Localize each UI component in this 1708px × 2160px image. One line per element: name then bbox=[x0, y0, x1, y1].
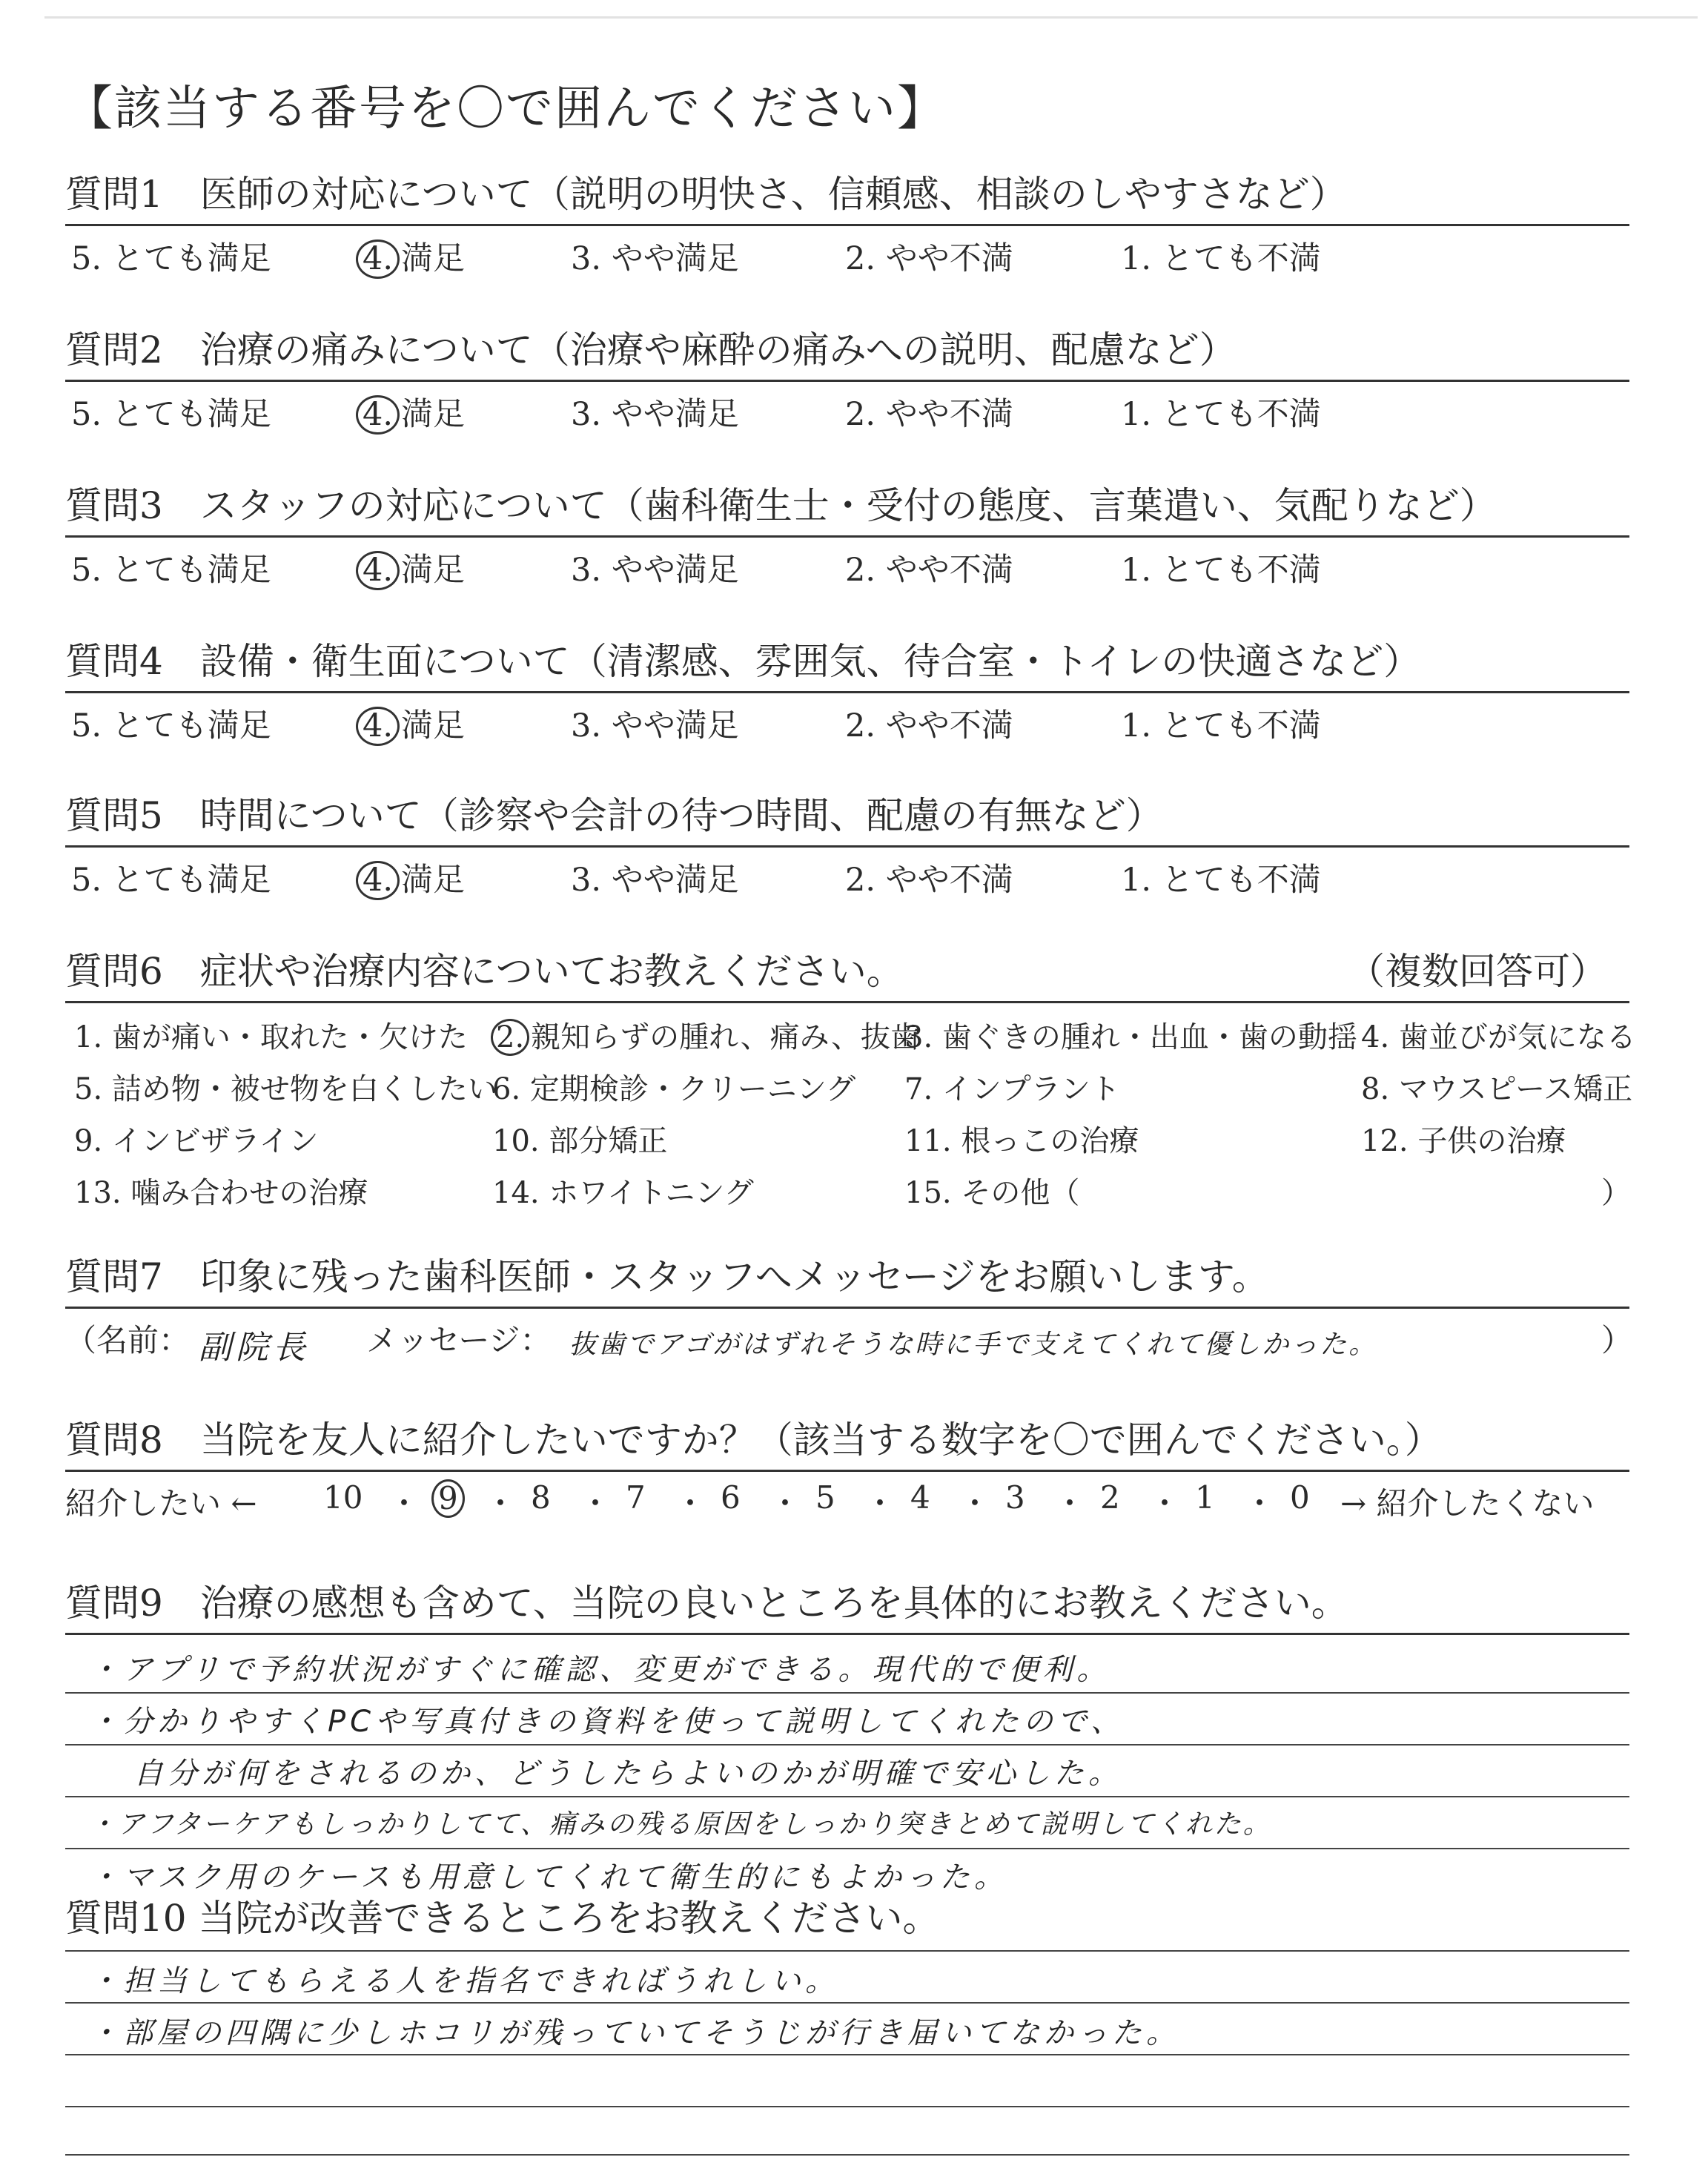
q6-option-15-close: ） bbox=[1601, 1176, 1631, 1210]
scale-9-selected[interactable]: 9 bbox=[431, 1479, 465, 1518]
scale-left-label: 紹介したい ← bbox=[65, 1485, 257, 1522]
option-4-selected[interactable] bbox=[356, 855, 465, 900]
q6-option-2-label: 親知らずの腫れ、痛み、抜歯 bbox=[531, 1020, 920, 1054]
scale-8[interactable]: 8 bbox=[531, 1479, 551, 1516]
scale-5[interactable]: 5 bbox=[815, 1479, 835, 1516]
answer-rule bbox=[65, 2154, 1629, 2156]
option-5[interactable]: 5. とても満足 bbox=[71, 240, 271, 277]
option-1[interactable]: 1. とても不満 bbox=[1121, 552, 1321, 589]
q6-option-11[interactable]: 11. 根っこの治療 bbox=[904, 1124, 1139, 1158]
option-1[interactable]: 1. とても不満 bbox=[1121, 396, 1321, 433]
question-6-title: 質問6 症状や治療内容についてお教えください。 bbox=[65, 950, 904, 993]
question-9-title: 質問9 治療の感想も含めて、当院の良いところを具体的にお教えください。 bbox=[65, 1582, 1348, 1625]
scale-right-label: → 紹介したくない bbox=[1340, 1485, 1595, 1522]
option-4-selected[interactable] bbox=[356, 701, 465, 746]
answer-rule bbox=[65, 1950, 1629, 1952]
option-2[interactable]: 2. やや不満 bbox=[845, 552, 1013, 589]
question-6-title-row bbox=[65, 948, 1629, 995]
option-4-label: 満足 bbox=[401, 862, 466, 899]
q6-option-10[interactable]: 10. 部分矯正 bbox=[492, 1124, 668, 1158]
q6-option-13[interactable]: 13. 噛み合わせの治療 bbox=[74, 1176, 368, 1210]
option-3[interactable]: 3. やや満足 bbox=[571, 707, 739, 744]
question-9 bbox=[65, 1579, 1629, 1635]
q6-option-7[interactable]: 7. インプラント bbox=[904, 1072, 1120, 1106]
q6-option-3[interactable]: 3. 歯ぐきの腫れ・出血・歯の動揺 bbox=[904, 1020, 1357, 1054]
divider bbox=[65, 380, 1629, 382]
answer-rule bbox=[65, 2106, 1629, 2107]
scale-10[interactable]: 10 bbox=[323, 1479, 363, 1516]
separator-dot: ・ bbox=[1054, 1485, 1086, 1522]
option-2[interactable]: 2. やや不満 bbox=[845, 862, 1013, 899]
q6-option-5[interactable]: 5. 詰め物・被せ物を白くしたい bbox=[74, 1072, 497, 1106]
close-paren: ） bbox=[1601, 1322, 1633, 1358]
question-8-title: 質問8 当院を友人に紹介したいですか？（該当する数字を〇で囲んでください。） bbox=[65, 1418, 1442, 1462]
question-5-title: 質問5 時間について（診察や会計の待つ時間、配慮の有無など） bbox=[65, 794, 1163, 837]
recommend-scale bbox=[65, 1479, 1629, 1524]
option-4-label: 満足 bbox=[401, 707, 466, 744]
q6-option-12[interactable]: 12. 子供の治療 bbox=[1361, 1124, 1566, 1158]
question-1 bbox=[65, 171, 1629, 278]
message-value[interactable]: 抜歯でアゴがはずれそうな時に手で支えてくれて優しかった。 bbox=[569, 1330, 1378, 1360]
selection-circle: 4. bbox=[356, 861, 400, 900]
top-edge-line bbox=[44, 16, 1698, 19]
question-2-options bbox=[65, 389, 1629, 434]
option-1[interactable]: 1. とても不満 bbox=[1121, 707, 1321, 744]
question-10 bbox=[65, 1895, 1629, 1942]
separator-dot: ・ bbox=[388, 1485, 420, 1522]
question-3-title: 質問3 スタッフの対応について（歯科衛生士・受付の態度、言葉遣い、気配りなど） bbox=[65, 484, 1497, 527]
question-4-title: 質問4 設備・衛生面について（清潔感、雰囲気、待合室・トイレの快適さなど） bbox=[65, 640, 1421, 683]
question-6 bbox=[65, 948, 1636, 1236]
option-2[interactable]: 2. やや不満 bbox=[845, 707, 1013, 744]
question-1-title: 質問1 医師の対応について（説明の明快さ、信頼感、相談のしやすさなど） bbox=[65, 173, 1347, 216]
divider bbox=[65, 1307, 1629, 1309]
option-1[interactable]: 1. とても不満 bbox=[1121, 862, 1321, 899]
question-4 bbox=[65, 638, 1629, 745]
answer-rule bbox=[65, 2054, 1629, 2055]
message-label: メッセージ： bbox=[366, 1322, 552, 1358]
answer-rule bbox=[65, 1796, 1629, 1797]
divider bbox=[65, 1001, 1629, 1003]
multiple-answer-note: （複数回答可） bbox=[1348, 950, 1607, 993]
question-3 bbox=[65, 482, 1629, 589]
separator-dot: ・ bbox=[959, 1485, 991, 1522]
scale-4[interactable]: 4 bbox=[910, 1479, 930, 1516]
question-8 bbox=[65, 1416, 1629, 1524]
option-2[interactable]: 2. やや不満 bbox=[845, 240, 1013, 277]
separator-dot: ・ bbox=[675, 1485, 706, 1522]
question-3-options bbox=[65, 545, 1629, 589]
question-7-title: 質問7 印象に残った歯科医師・スタッフへメッセージをお願いします。 bbox=[65, 1255, 1269, 1298]
question-1-options bbox=[65, 234, 1629, 278]
option-1[interactable]: 1. とても不満 bbox=[1121, 240, 1321, 277]
selection-circle: 4. bbox=[356, 707, 400, 746]
name-value[interactable]: 副院長 bbox=[199, 1329, 310, 1367]
divider bbox=[65, 224, 1629, 226]
scale-3[interactable]: 3 bbox=[1005, 1479, 1025, 1516]
answer-rule bbox=[65, 2002, 1629, 2004]
answer-rule bbox=[65, 1692, 1629, 1694]
answer-rule bbox=[65, 1848, 1629, 1849]
q9-answer-line-5[interactable]: ・マスク用のケースも用意してくれて衛生的にもよかった。 bbox=[89, 1860, 1008, 1895]
question-7-answer-row bbox=[65, 1316, 1633, 1368]
separator-dot: ・ bbox=[485, 1485, 517, 1522]
q6-option-8[interactable]: 8. マウスピース矯正 bbox=[1361, 1072, 1633, 1106]
option-4-selected[interactable] bbox=[356, 545, 465, 590]
question-5-options bbox=[65, 855, 1629, 899]
question-4-options bbox=[65, 701, 1629, 745]
q6-option-15[interactable]: 15. その他（ bbox=[904, 1176, 1080, 1210]
option-4-selected[interactable] bbox=[356, 234, 465, 279]
selection-circle: 4. bbox=[356, 240, 400, 279]
option-4-label: 満足 bbox=[401, 552, 466, 589]
scale-2[interactable]: 2 bbox=[1100, 1479, 1120, 1516]
q9-answer-line-3[interactable]: 自分が何をされるのか、どうしたらよいのかが明確で安心した。 bbox=[133, 1757, 1122, 1791]
question-2-title: 質問2 治療の痛みについて（治療や麻酔の痛みへの説明、配慮など） bbox=[65, 328, 1237, 371]
question-6-options bbox=[65, 1014, 1636, 1236]
question-2 bbox=[65, 326, 1629, 434]
separator-dot: ・ bbox=[1244, 1485, 1276, 1522]
option-4-label: 満足 bbox=[401, 396, 466, 433]
q6-option-6[interactable]: 6. 定期検診・クリーニング bbox=[492, 1072, 856, 1106]
q6-option-14[interactable]: 14. ホワイトニング bbox=[492, 1176, 754, 1210]
answer-rule bbox=[65, 1744, 1629, 1745]
option-5[interactable]: 5. とても満足 bbox=[71, 396, 271, 433]
option-3[interactable]: 3. やや満足 bbox=[571, 862, 739, 899]
question-7 bbox=[65, 1253, 1633, 1368]
option-3[interactable]: 3. やや満足 bbox=[571, 396, 739, 433]
name-label: （名前： bbox=[65, 1322, 191, 1358]
q10-answer-line-2[interactable]: ・部屋の四隅に少しホコリが残っていてそうじが行き届いてなかった。 bbox=[89, 2016, 1180, 2050]
option-5[interactable]: 5. とても満足 bbox=[71, 707, 271, 744]
scale-6[interactable]: 6 bbox=[721, 1479, 741, 1516]
scale-1[interactable]: 1 bbox=[1195, 1479, 1215, 1516]
q9-answer-line-2[interactable]: ・分かりやすくPCや写真付きの資料を使って説明してくれたので、 bbox=[89, 1705, 1125, 1739]
divider bbox=[65, 845, 1629, 848]
question-5 bbox=[65, 792, 1629, 899]
q6-option-4[interactable]: 4. 歯並びが気になる bbox=[1361, 1020, 1636, 1054]
separator-dot: ・ bbox=[1149, 1485, 1181, 1522]
separator-dot: ・ bbox=[580, 1485, 612, 1522]
q10-answer-line-1[interactable]: ・担当してもらえる人を指名できればうれしい。 bbox=[89, 1964, 839, 1998]
divider bbox=[65, 1633, 1629, 1635]
option-4-selected[interactable] bbox=[356, 389, 465, 435]
instruction-header: 【該当する番号を〇で囲んでください】 bbox=[65, 82, 946, 136]
selection-circle: 2. bbox=[491, 1019, 529, 1056]
divider bbox=[65, 535, 1629, 538]
option-3[interactable]: 3. やや満足 bbox=[571, 552, 739, 589]
option-2[interactable]: 2. やや不満 bbox=[845, 396, 1013, 433]
option-3[interactable]: 3. やや満足 bbox=[571, 240, 739, 277]
q6-option-2-selected[interactable] bbox=[491, 1014, 920, 1056]
scale-0[interactable]: 0 bbox=[1290, 1479, 1310, 1516]
q6-option-9[interactable]: 9. インビザライン bbox=[74, 1124, 319, 1158]
divider bbox=[65, 1470, 1629, 1472]
question-10-title: 質問10 当院が改善できるところをお教えください。 bbox=[65, 1897, 940, 1940]
separator-dot: ・ bbox=[864, 1485, 896, 1522]
scale-7[interactable]: 7 bbox=[626, 1479, 646, 1516]
divider bbox=[65, 691, 1629, 693]
q9-answer-line-1[interactable]: ・アプリで予約状況がすぐに確認、変更ができる。現代的で便利。 bbox=[89, 1653, 1111, 1687]
option-5[interactable]: 5. とても満足 bbox=[71, 862, 271, 899]
selection-circle: 4. bbox=[356, 551, 400, 590]
selection-circle: 4. bbox=[356, 395, 400, 435]
option-4-label: 満足 bbox=[401, 240, 466, 277]
q6-option-1[interactable]: 1. 歯が痛い・取れた・欠けた bbox=[74, 1020, 468, 1054]
separator-dot: ・ bbox=[769, 1485, 801, 1522]
option-5[interactable]: 5. とても満足 bbox=[71, 552, 271, 589]
q9-answer-line-4[interactable]: ・アフターケアもしっかりしてて、痛みの残る原因をしっかり突きとめて説明してくれた。 bbox=[89, 1809, 1272, 1840]
